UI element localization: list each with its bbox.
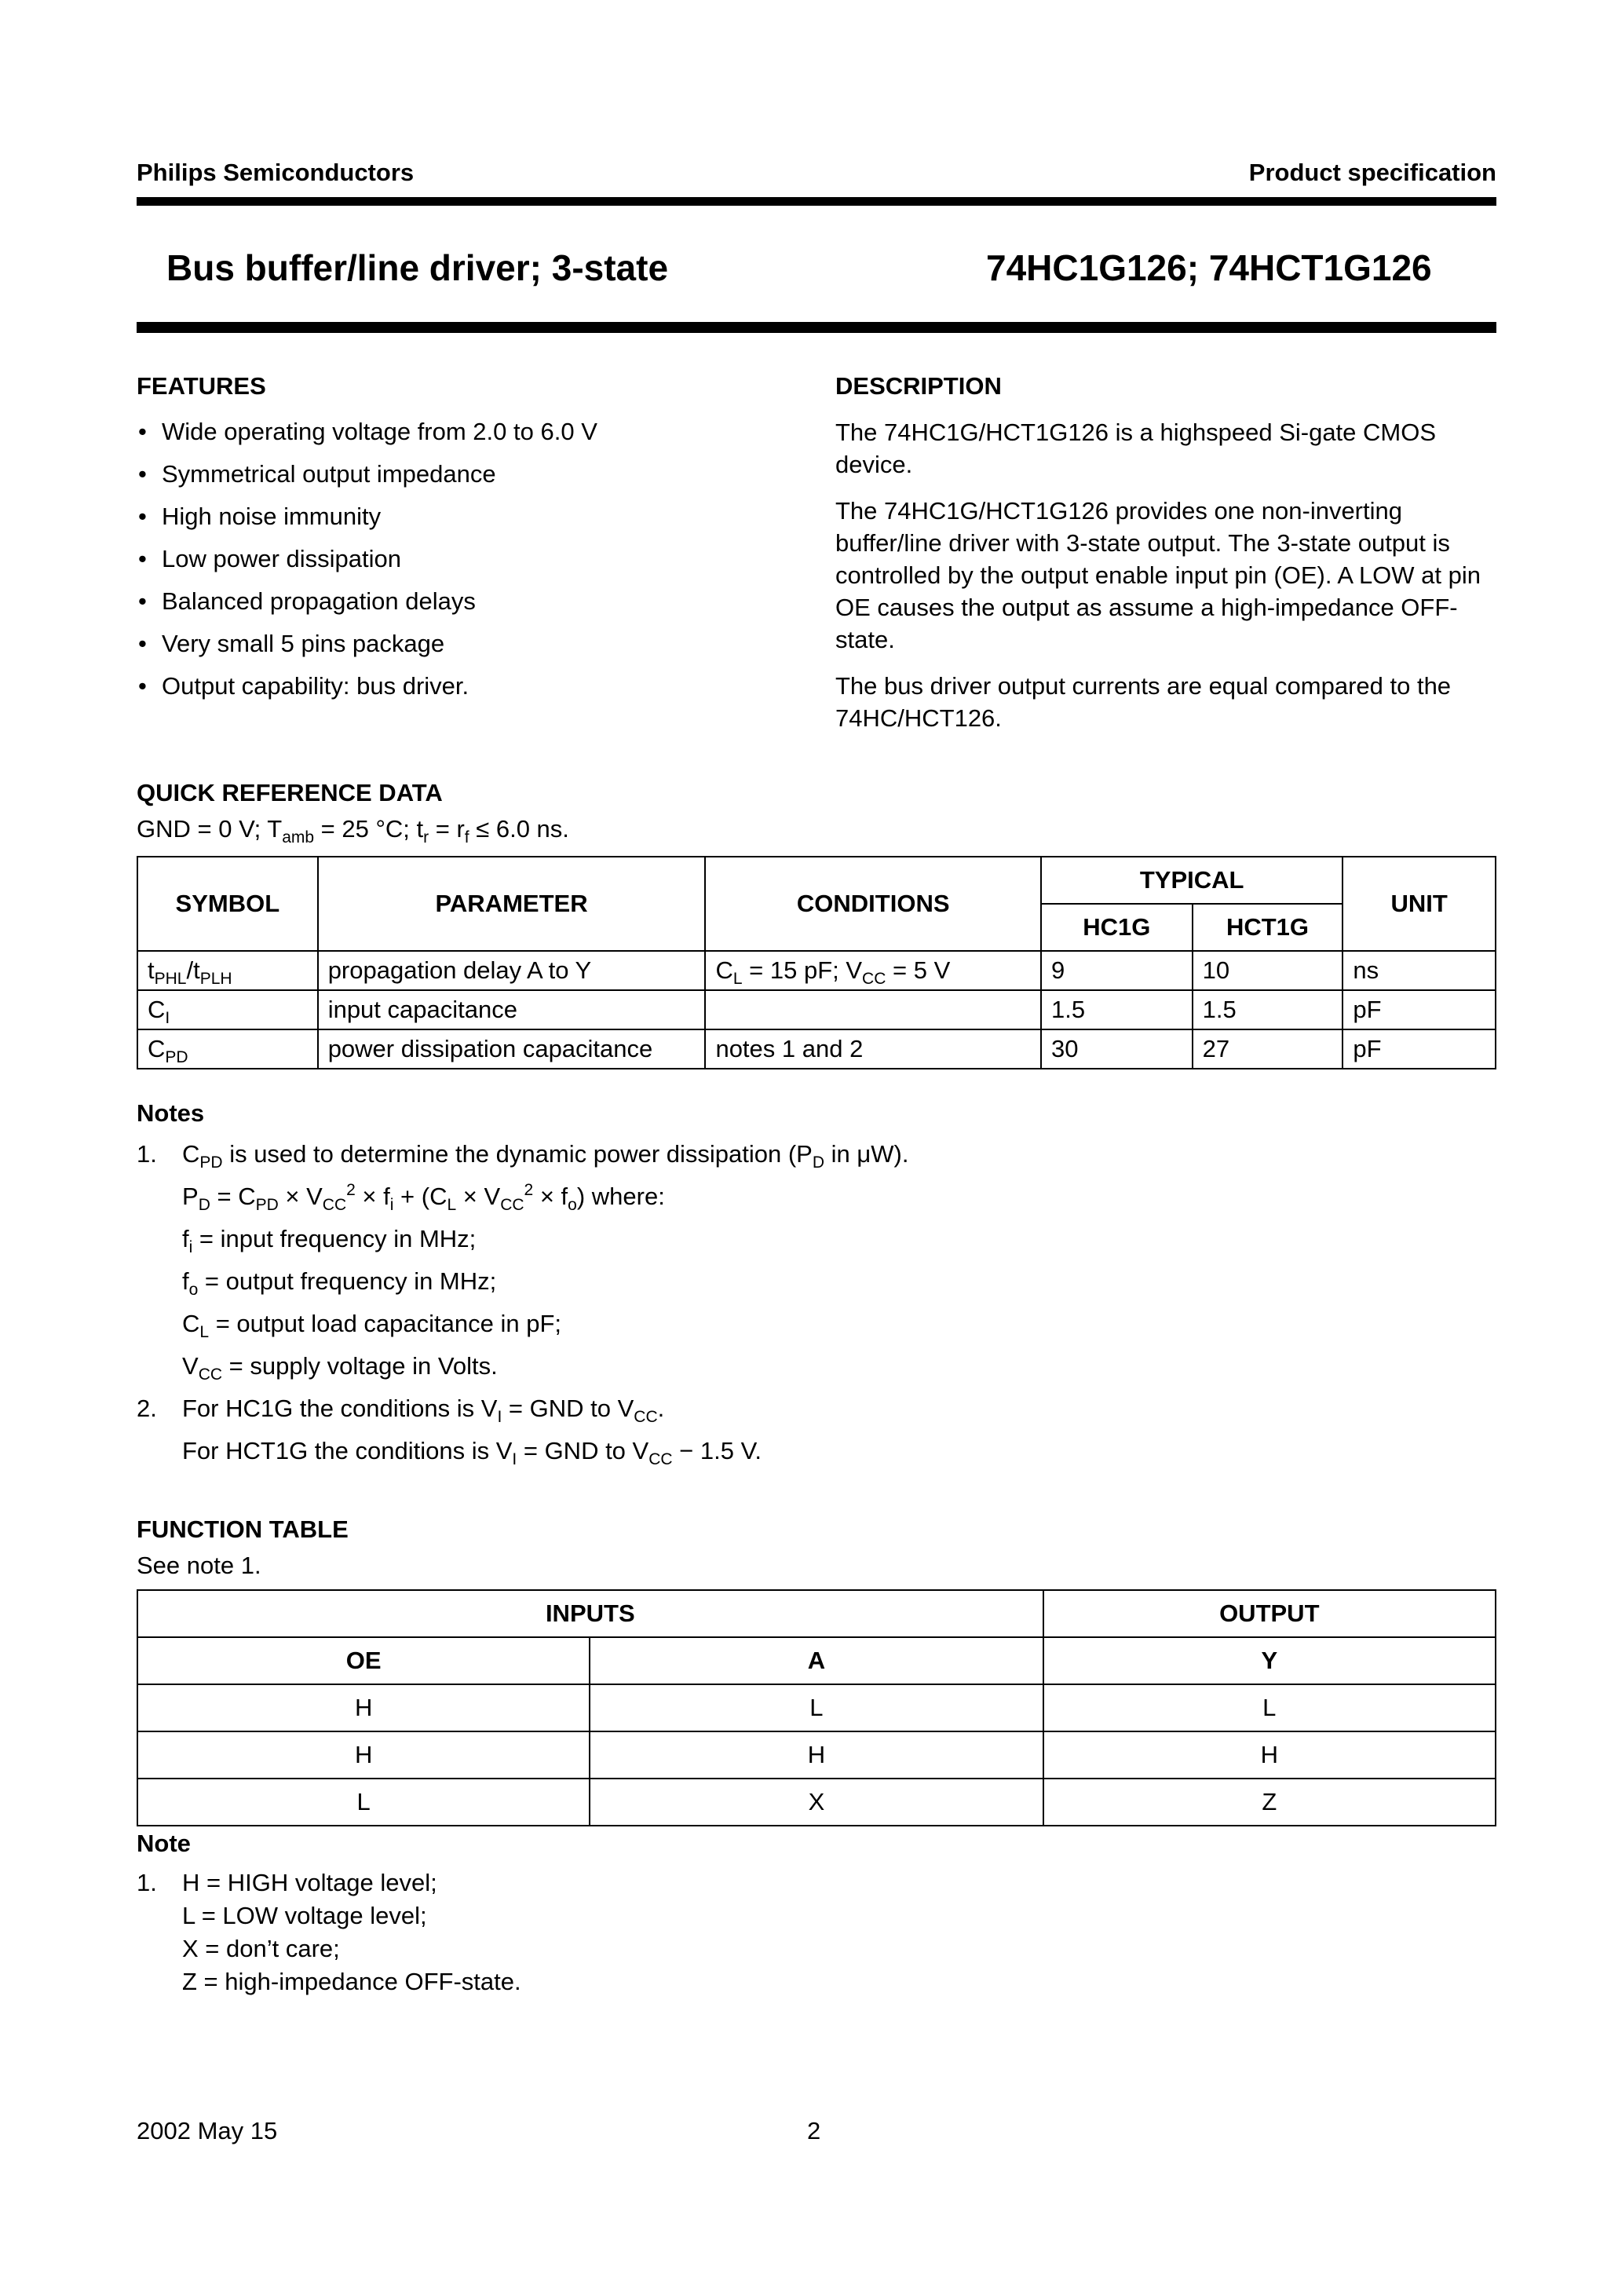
- y-cell: Z: [1043, 1779, 1496, 1826]
- description-paragraph: The 74HC1G/HCT1G126 provides one non-inverting buffer/line driver with 3-state output. The 3-state output is controlled by the output enable input pin (OE). A LOW at pin OE causes the output as assume a high-impedance OFF-state.: [835, 497, 1481, 653]
- quick-ref-heading: QUICK REFERENCE DATA: [137, 779, 443, 806]
- note-line: For HCT1G the conditions is $V_I$ = GND to $V_{CC} - 1.5$ V.: [182, 1437, 762, 1468]
- col-header-typical: TYPICAL: [1041, 857, 1343, 904]
- table-row: [137, 1731, 1496, 1779]
- parameter-cell: input capacitance: [318, 990, 706, 1029]
- col-header-oe: OE: [137, 1637, 590, 1684]
- unit-cell: ns: [1343, 951, 1496, 990]
- list-item: • Wide operating voltage from 2.0 to 6.0 V: [138, 418, 597, 445]
- list-item: • Output capability: bus driver.: [138, 672, 469, 700]
- features-heading: FEATURES: [137, 372, 266, 400]
- col-header-output: OUTPUT: [1043, 1590, 1496, 1637]
- footer-date: 2002 May 15: [137, 2117, 278, 2144]
- unit-cell: pF: [1343, 990, 1496, 1029]
- ft-note-list: [137, 1867, 922, 1999]
- ft-note-heading: Note: [137, 1830, 191, 1857]
- list-item: • Balanced propagation delays: [138, 587, 476, 615]
- a-cell: H: [590, 1731, 1043, 1779]
- conditions-cell: $C_L = 15$ pF; $V_{CC} = 5$ V: [705, 951, 1041, 990]
- note-line: $V_{CC}$ = supply voltage in Volts.: [182, 1352, 498, 1384]
- description-body: [835, 416, 1500, 748]
- col-header-symbol: SYMBOL: [137, 857, 318, 951]
- conditions-cell: [705, 990, 1041, 1029]
- list-item: • Very small 5 pins package: [138, 630, 445, 657]
- note-line: $f_o$ = output frequency in MHz;: [182, 1267, 497, 1299]
- symbol-cell: $t_{PHL}/t_{PLH}$: [137, 951, 318, 990]
- function-table-note-ref: See note 1.: [137, 1552, 261, 1579]
- features-list: [137, 416, 597, 713]
- note-line: $f_i$ = input frequency in MHz;: [182, 1225, 477, 1256]
- note-line: $C_L$ = output load capacitance in pF;: [182, 1310, 562, 1341]
- col-header-inputs: INPUTS: [137, 1590, 1043, 1637]
- col-header-y: Y: [1043, 1637, 1496, 1684]
- y-cell: H: [1043, 1731, 1496, 1779]
- table-row: [137, 1779, 1496, 1826]
- hct1g-cell: 1.5: [1193, 990, 1343, 1029]
- parameter-cell: propagation delay A to Y: [318, 951, 706, 990]
- table-row: [137, 1684, 1496, 1731]
- a-cell: X: [590, 1779, 1043, 1826]
- quick-ref-conditions: GND = 0 V; $T_{amb} = 25$ °C; $t_r = r_f \le 6.0$ ns.: [137, 815, 569, 846]
- company-name: Philips Semiconductors: [137, 159, 415, 186]
- notes-heading: Notes: [137, 1099, 205, 1127]
- page-title: Bus buffer/line driver; 3-state: [166, 247, 669, 288]
- table-row: [137, 990, 1496, 1029]
- col-header-conditions: CONDITIONS: [705, 857, 1041, 951]
- description-paragraph: The 74HC1G/HCT1G126 is a highspeed Si-gate CMOS device.: [835, 419, 1437, 478]
- y-cell: L: [1043, 1684, 1496, 1731]
- hc1g-cell: 1.5: [1041, 990, 1193, 1029]
- header-rule: [137, 197, 1496, 206]
- hct1g-cell: 27: [1193, 1029, 1343, 1069]
- list-item: • Symmetrical output impedance: [138, 460, 496, 488]
- col-header-unit: UNIT: [1343, 857, 1496, 951]
- title-rule: [137, 322, 1496, 333]
- col-header-a: A: [590, 1637, 1043, 1684]
- col-header-hct1g: HCT1G: [1193, 904, 1343, 951]
- symbol-cell: $C_{PD}$: [137, 1029, 318, 1069]
- conditions-cell: notes 1 and 2: [705, 1029, 1041, 1069]
- table-row: [137, 951, 1496, 990]
- notes-list: [137, 1139, 1471, 1478]
- quick-ref-table: [137, 856, 1496, 1069]
- oe-cell: L: [137, 1779, 590, 1826]
- description-paragraph: The bus driver output currents are equal compared to the 74HC/HCT126.: [835, 672, 1452, 732]
- note-line: Z = high-impedance OFF-state.: [182, 1968, 521, 1995]
- list-item: • High noise immunity: [138, 503, 382, 530]
- note-line: X = don’t care;: [182, 1935, 340, 1962]
- oe-cell: H: [137, 1731, 590, 1779]
- symbol-cell: $C_I$: [137, 990, 318, 1029]
- note-line: $P_D = C_{PD} \times V_{CC}^2 \times f_i + (C_L \times V_{CC}^2 \times f_o)$ where:: [182, 1181, 665, 1214]
- doc-type: Product specification: [1248, 159, 1496, 186]
- unit-cell: pF: [1343, 1029, 1496, 1069]
- page-number: 2: [807, 2117, 821, 2144]
- function-table: [137, 1589, 1496, 1826]
- table-row: [137, 1029, 1496, 1069]
- list-item: • Low power dissipation: [138, 545, 402, 572]
- note-line: 1. H = HIGH voltage level;: [137, 1869, 437, 1896]
- col-header-parameter: PARAMETER: [318, 857, 706, 951]
- hct1g-cell: 10: [1193, 951, 1343, 990]
- a-cell: L: [590, 1684, 1043, 1731]
- col-header-hc1g: HC1G: [1041, 904, 1193, 951]
- description-heading: DESCRIPTION: [835, 372, 1002, 400]
- note-line: L = LOW voltage level;: [182, 1902, 427, 1929]
- hc1g-cell: 9: [1041, 951, 1193, 990]
- note-line: 2. For HC1G the conditions is $V_I$ = GND to $V_{CC}$.: [137, 1395, 665, 1426]
- oe-cell: H: [137, 1684, 590, 1731]
- part-numbers: 74HC1G126; 74HCT1G126: [986, 247, 1432, 288]
- function-table-heading: FUNCTION TABLE: [137, 1515, 349, 1543]
- note-line: 1. $C_{PD}$ is used to determine the dynamic power dissipation ($P_D$ in μW).: [137, 1140, 909, 1172]
- hc1g-cell: 30: [1041, 1029, 1193, 1069]
- parameter-cell: power dissipation capacitance: [318, 1029, 706, 1069]
